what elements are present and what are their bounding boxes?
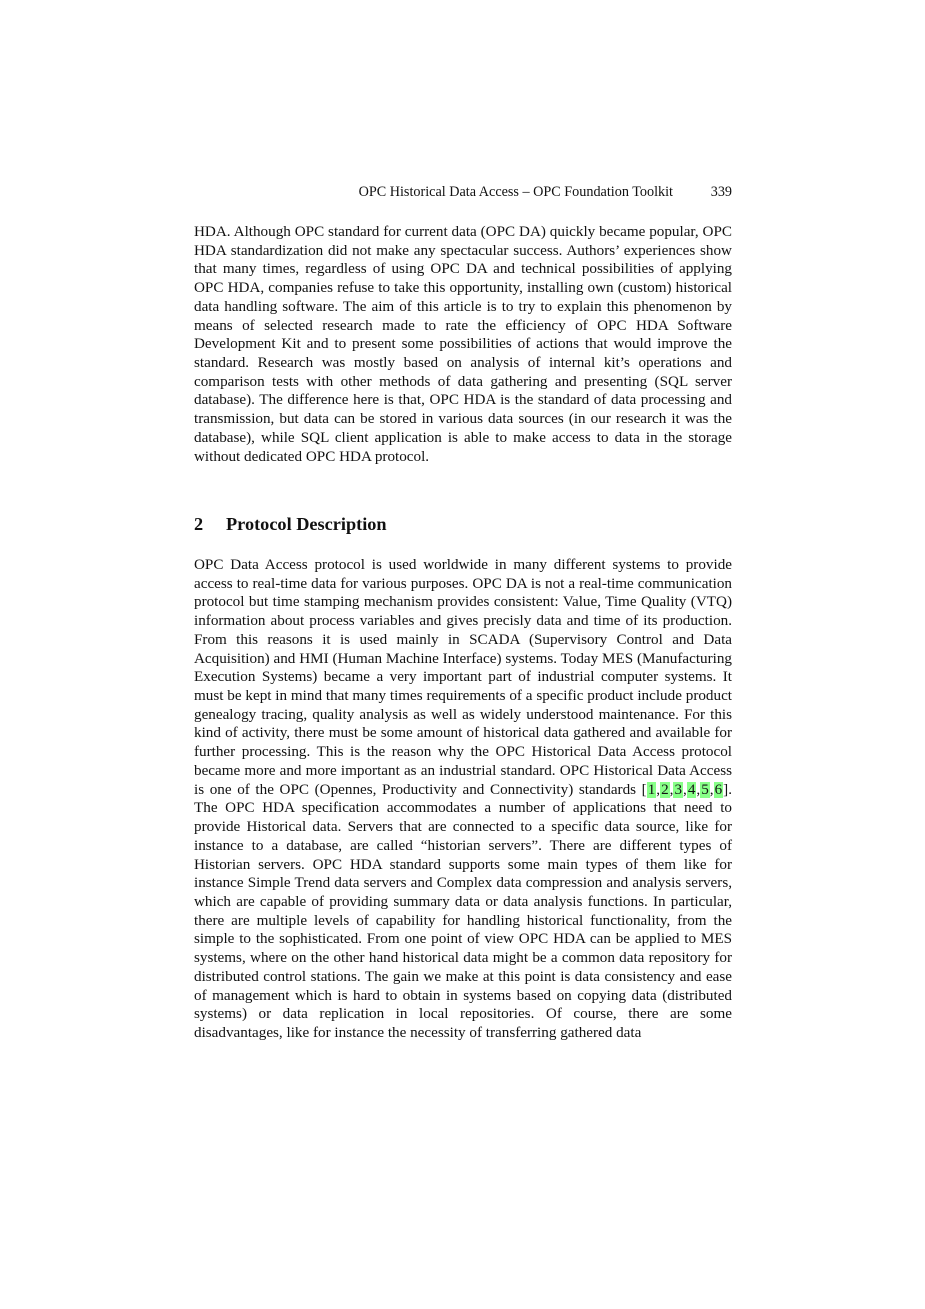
citation-separator: , — [656, 780, 661, 798]
citation-separator: , — [709, 780, 714, 798]
running-title: OPC Historical Data Access – OPC Foundation Toolkit — [358, 184, 673, 200]
page-number: 339 — [710, 184, 732, 200]
section-heading — [194, 514, 732, 540]
citation-separator: , — [696, 780, 701, 798]
section-title: Protocol Description — [226, 514, 387, 534]
citation-link-1[interactable]: 1 — [647, 780, 656, 798]
section-number: 2 — [194, 514, 204, 534]
citation-link-4[interactable]: 4 — [687, 780, 696, 798]
citation-close-bracket: ] — [723, 780, 729, 798]
citation-open-bracket: [ — [641, 780, 647, 798]
citation-link-5[interactable]: 5 — [701, 780, 709, 798]
running-header — [194, 184, 732, 204]
citation-link-2[interactable]: 2 — [661, 780, 669, 798]
paragraph-text-after-citation: . The OPC HDA specification accommodates a number of applications that need to provide Historical data. Servers that are connected to a specific data source, like for instance to a database, are called “historian servers”. There are different types of Historian servers. OPC HDA standard supports some main types of them like for instance Simple Trend data servers and Complex data compression and analysis servers, which are capable of providing summary data or data analysis functions. In particular, there are multiple levels of capability for handling historical functionality, from the simple to the sophisticated. From one point of view OPC HDA can be applied to MES systems, where on the other hand historical data might be a common data repository for distributed control stations. The gain we make at this point is data consistency and ease of management which is hard to obtain in systems based on copying data (distributed systems) or data replication in local repositories. Of course, there are some disadvantages, like for instance the necessity of transferring gathered data — [194, 780, 732, 1041]
citation-link-6[interactable]: 6 — [714, 780, 723, 798]
body-paragraph-1: HDA. Although OPC standard for current data (OPC DA) quickly became popular, OPC HDA standardization did not make any spectacular success. Authors’ experiences show that many times, regardless of using OPC DA and technical possibilities of applying OPC HDA, companies refuse to take this opportunity, installing own (custom) historical data handling software. The aim of this article is to try to explain this phenomenon by means of selected research made to rate the efficiency of OPC HDA Software Development Kit and to present some possibilities of actions that would improve the standard. Research was mostly based on analysis of internal kit’s operations and comparison tests with other methods of data gathering and presenting (SQL server database). The difference here is that, OPC HDA is the standard of data processing and transmission, but data can be stored in various data sources (in our research it was the database), while SQL client application is able to make access to data in the storage without dedicated OPC HDA protocol. — [194, 223, 732, 465]
paragraph-text-before-citation: OPC Data Access protocol is used worldwide in many different systems to provide access to real-time data for various purposes. OPC DA is not a real-time communication protocol but time stamping mechanism provides consistent: Value, Time Quality (VTQ) information about process variables and gives precisly data and time of its production. From this reasons it is used mainly in SCADA (Supervisory Control and Data Acquisition) and HMI (Human Machine Interface) systems. Today MES (Manufacturing Execution Systems) became a very important part of industrial computer systems. It must be kept in mind that many times requirements of a specific product include product genealogy tracing, quality analysis as well as widely understood maintenance. For this kind of activity, there must be some amount of historical data gathered and available for further processing. This is the reason why the OPC Historical Data Access protocol became more and more important as an industrial standard. OPC Historical Data Access is one of the OPC (Opennes, Productivity and Connectivity) standards — [194, 556, 732, 798]
citation-link-3[interactable]: 3 — [674, 780, 683, 798]
body-paragraph-2 — [194, 556, 732, 1043]
citation-group — [642, 781, 729, 798]
citation-separator: , — [669, 780, 674, 798]
citation-separator: , — [683, 780, 687, 798]
